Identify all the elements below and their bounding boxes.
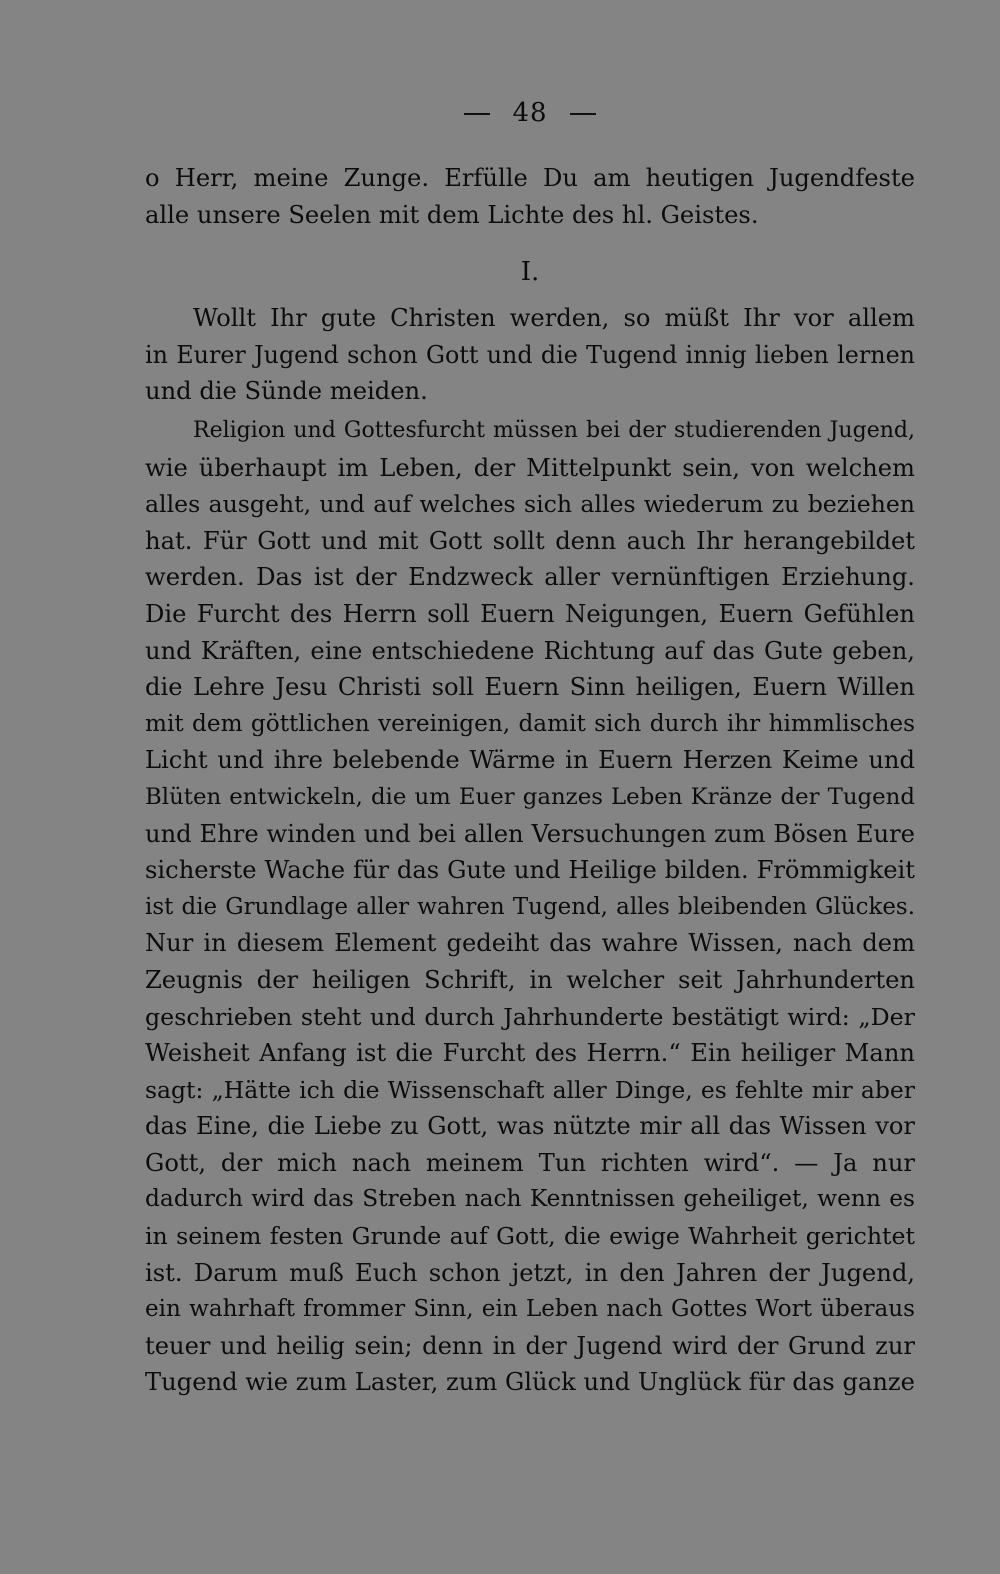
text-line: alle unsere Seelen mit dem Lichte des hl. Geistes. [145, 200, 759, 229]
text-line: teuer und heilig sein; denn in der Jugend wird der Grund zur [145, 1331, 915, 1360]
right-dash [570, 113, 596, 115]
text-line: Zeugnis der heiligen Schrift, in welcher seit Jahrhunderten [145, 965, 915, 994]
text-line: dadurch wird das Streben nach Kenntnissen geheiliget, wenn es [145, 1185, 915, 1213]
text-line: ist die Grundlage aller wahren Tugend, alles bleibenden Glückes. [145, 893, 915, 920]
text-line: und Kräften, eine entschiedene Richtung auf das Gute geben, [145, 636, 915, 665]
text-line: Weisheit Anfang ist die Furcht des Herrn.“ Ein heiliger Mann [145, 1039, 915, 1068]
text-line: Gott, der mich nach meinem Tun richten wird“. — Ja nur [145, 1148, 915, 1177]
text-line: in Eurer Jugend schon Gott und die Tugend innig lieben lernen [145, 340, 915, 369]
left-dash [464, 113, 490, 115]
text-line: sagt: „Hätte ich die Wissenschaft aller Dinge, es fehlte mir aber [145, 1075, 915, 1104]
page-number: 48 [512, 98, 548, 128]
paragraph-2 [145, 413, 915, 1401]
text-line: Wollt Ihr gute Christen werden, so müßt Ihr vor allem [193, 304, 915, 332]
text-line: geschrieben steht und durch Jahrhunderte bestätigt wird: „Der [145, 1002, 915, 1031]
text-line: Tugend wie zum Laster, zum Glück und Unglück für das ganze [145, 1368, 915, 1397]
text-line: die Lehre Jesu Christi soll Euern Sinn heiligen, Euern Willen [145, 673, 915, 702]
text-line: Nur in diesem Element gedeiht das wahre Wissen, nach dem [145, 929, 915, 958]
text-line: sicherste Wache für das Gute und Heilige bilden. Frömmigkeit [145, 856, 915, 885]
text-line: Religion und Gottesfurcht müssen bei der studierenden Jugend, [193, 418, 915, 443]
text-line: ein wahrhaft frommer Sinn, ein Leben nach Gottes Wort überaus [145, 1296, 915, 1323]
intro-text [145, 160, 915, 233]
text-line: und Ehre winden und bei allen Versuchungen zum Bösen Eure [145, 819, 915, 848]
text-line: o Herr, meine Zunge. Erfülle Du am heutigen Jugendfeste [145, 164, 915, 192]
text-line: wie überhaupt im Leben, der Mittelpunkt sein, von welchem [145, 453, 915, 482]
section-heading: I. [520, 257, 540, 287]
text-line: mit dem göttlichen vereinigen, damit sich durch ihr himmlisches [145, 709, 915, 737]
text-line: in seinem festen Grunde auf Gott, die ewige Wahrheit gerichtet [145, 1222, 915, 1251]
text-line: Die Furcht des Herrn soll Euern Neigungen, Euern Gefühlen [145, 599, 915, 628]
text-line: das Eine, die Liebe zu Gott, was nützte mir all das Wissen vor [145, 1112, 915, 1141]
text-line: und die Sünde meiden. [145, 377, 428, 406]
text-line: ist. Darum muß Euch schon jetzt, in den Jahren der Jugend, [145, 1258, 915, 1287]
text-line: Blüten entwickeln, die um Euer ganzes Leben Kränze der Tugend [145, 783, 915, 810]
text-line: Licht und ihre belebende Wärme in Euern Herzen Keime und [145, 746, 915, 775]
text-line: hat. Für Gott und mit Gott sollt denn auch Ihr herangebildet [145, 526, 915, 555]
text-line: werden. Das ist der Endzweck aller vernünftigen Erziehung. [145, 563, 915, 592]
paragraph-1 [145, 300, 915, 410]
page-number-line [55, 98, 1000, 128]
text-line: alles ausgeht, und auf welches sich alles wiederum zu beziehen [145, 490, 915, 519]
